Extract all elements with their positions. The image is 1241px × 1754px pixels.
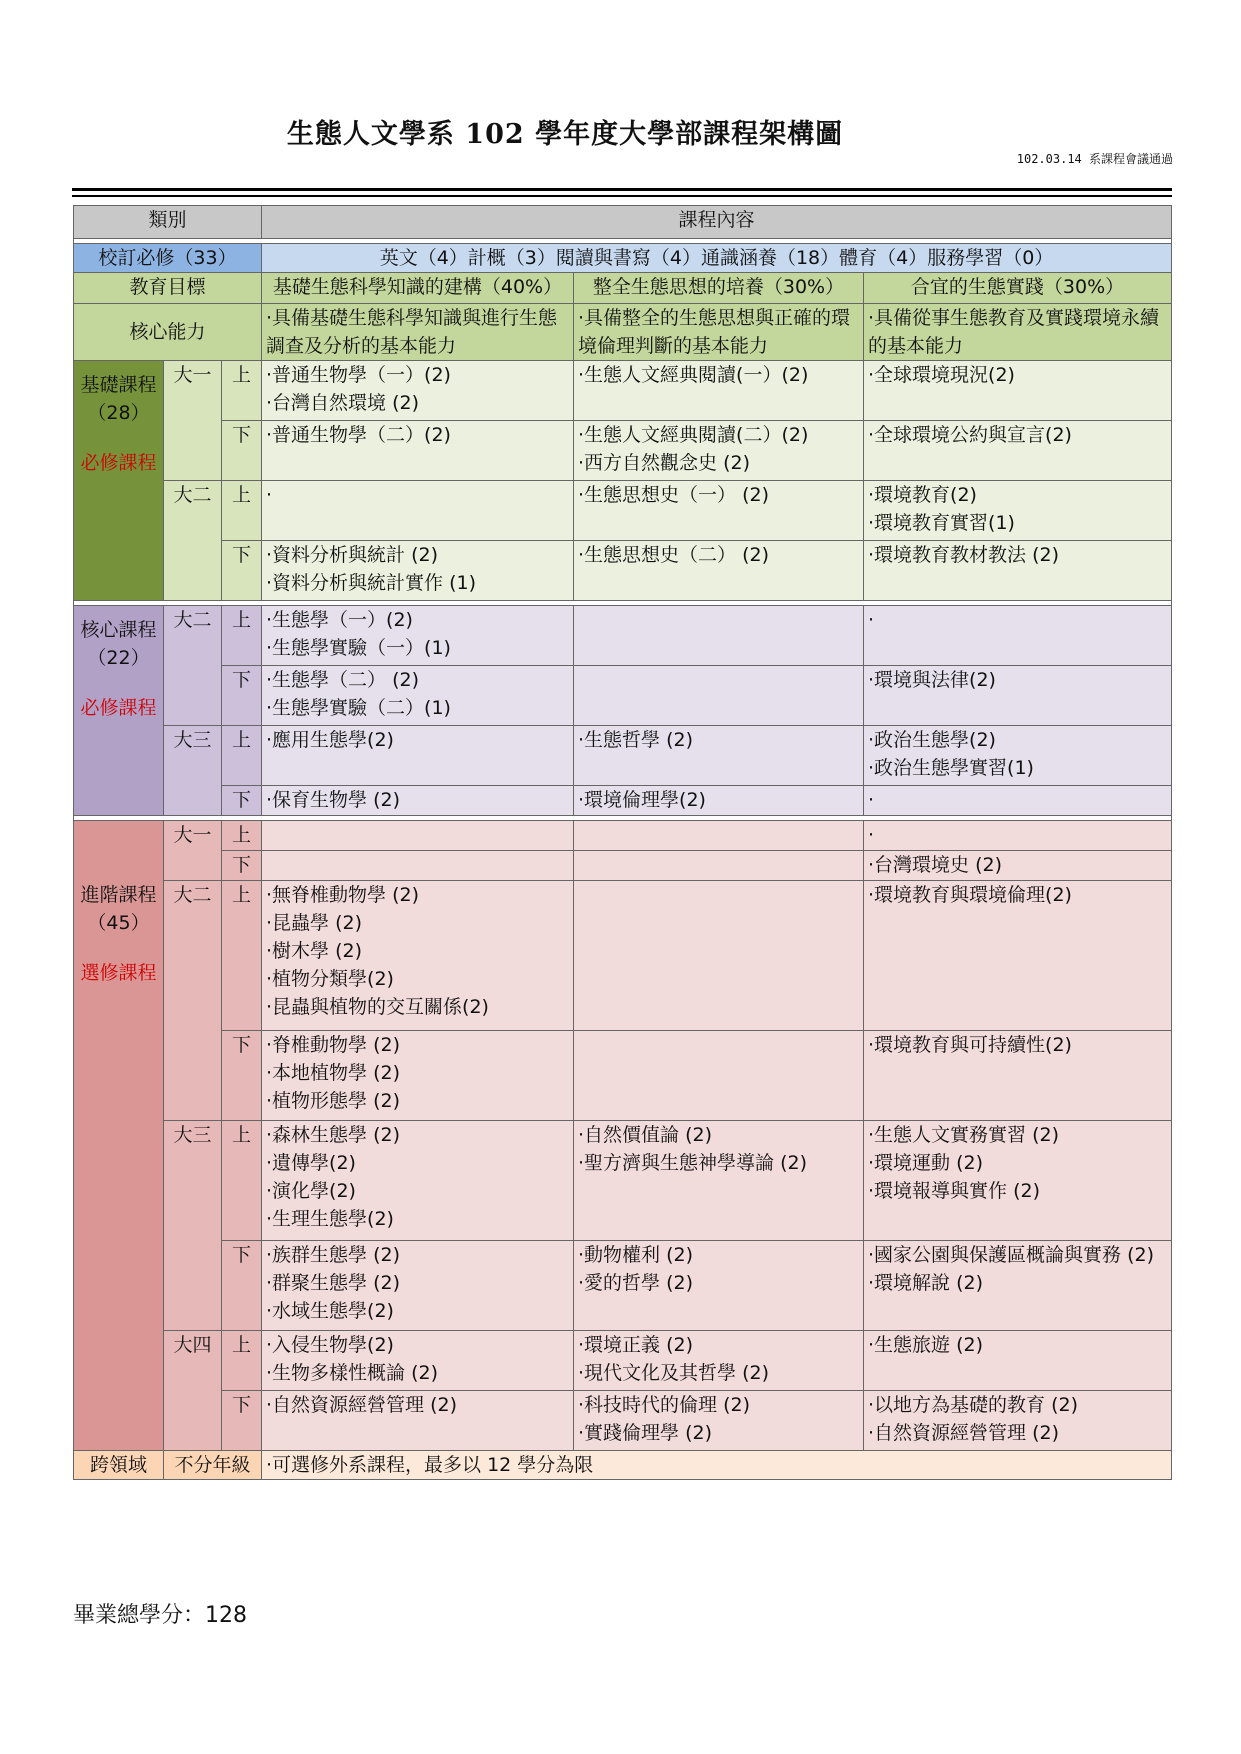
course-item: ‧自然資源經營管理 (2) [868,1422,1059,1444]
course-cell [262,421,574,481]
course-cell [262,1241,574,1331]
course-item: ‧環境報導與實作 (2) [868,1180,1040,1202]
course-cell [574,481,864,541]
course-item: ‧昆蟲與植物的交互關係(2) [266,996,489,1018]
core-type: 必修課程 [80,697,157,719]
basic-year-2: 大二 [164,481,222,601]
core-section-label [74,606,164,816]
course-item: ‧國家公園與保護區概論與實務 (2) [868,1244,1154,1266]
adv-row-5 [74,1121,1172,1241]
header-category: 類別 [74,206,262,239]
adv-row-4 [74,1031,1172,1121]
header-row [74,206,1172,239]
advanced-name: 進階課程（45） [80,884,157,934]
course-item: ‧生態學實驗（二）(1) [266,697,451,719]
school-required-text: 英文（4）計概（3）閱讀與書寫（4）通識涵養（18）體育（4）服務學習（0） [262,244,1172,273]
adv-row-8 [74,1391,1172,1451]
course-cell [262,541,574,601]
course-item: ‧環境教育教材教法 (2) [868,544,1059,566]
course-item: ‧台灣自然環境 (2) [266,392,419,414]
course-item: ‧本地植物學 (2) [266,1062,400,1084]
course-cell [574,881,864,1031]
course-cell [262,851,574,881]
course-item: ‧環境倫理學(2) [578,789,706,811]
course-item: ‧環境教育(2) [868,484,977,506]
course-item: ‧西方自然觀念史 (2) [578,452,750,474]
cross-label: 跨領域 [74,1451,164,1480]
term-up: 上 [222,1331,262,1391]
course-item: ‧植物形態學 (2) [266,1090,400,1112]
course-item: ‧群聚生態學 (2) [266,1272,400,1294]
course-cell [574,1121,864,1241]
course-cell [262,1331,574,1391]
course-cell [864,361,1172,421]
course-item: ‧聖方濟與生態神學導論 (2) [578,1152,807,1174]
course-item: ‧環境與法律(2) [868,669,996,691]
school-required-row [74,244,1172,273]
course-item: ‧資料分析與統計實作 (1) [266,572,476,594]
course-cell [864,541,1172,601]
basic-name: 基礎課程（28） [80,374,157,424]
course-cell [262,1031,574,1121]
course-item: ‧無脊椎動物學 (2) [266,884,419,906]
term-down: 下 [222,666,262,726]
course-item: ‧資料分析與統計 (2) [266,544,438,566]
advanced-section-label [74,821,164,1451]
term-down: 下 [222,786,262,816]
course-item: ‧生態人文經典閱讀(二）(2) [578,424,809,446]
course-item: ‧環境運動 (2) [868,1152,983,1174]
term-down: 下 [222,1031,262,1121]
course-item: ‧動物權利 (2) [578,1244,693,1266]
course-item: ‧ [868,824,875,846]
term-down: 下 [222,541,262,601]
basic-row-3 [74,481,1172,541]
course-cell [574,726,864,786]
core-row-3 [74,726,1172,786]
course-item: ‧全球環境公約與宣言(2) [868,424,1072,446]
course-item: ‧普通生物學（二）(2) [266,424,451,446]
course-cell [864,786,1172,816]
school-required-label: 校訂必修（33） [74,244,262,273]
core-row-4 [74,786,1172,816]
course-item: ‧實踐倫理學 (2) [578,1422,712,1444]
course-item: ‧生態學（二） (2) [266,669,419,691]
course-item: ‧政治生態學實習(1) [868,757,1034,779]
goals-row [74,273,1172,304]
competence-2: ‧具備整全的生態思想與正確的環境倫理判斷的基本能力 [574,304,864,361]
basic-row-1 [74,361,1172,421]
course-cell [574,1031,864,1121]
course-cell [574,421,864,481]
course-item: ‧環境教育實習(1) [868,512,1015,534]
course-cell [864,421,1172,481]
course-item: ‧水域生態學(2) [266,1300,394,1322]
course-item: ‧森林生態學 (2) [266,1124,400,1146]
course-cell [262,1391,574,1451]
term-down: 下 [222,1391,262,1451]
course-item: ‧生態人文經典閱讀(一）(2) [578,364,809,386]
course-item: ‧自然價值論 (2) [578,1124,712,1146]
course-cell [262,606,574,666]
course-item: ‧科技時代的倫理 (2) [578,1394,750,1416]
term-up: 上 [222,361,262,421]
course-item: ‧普通生物學（一）(2) [266,364,451,386]
course-cell [864,606,1172,666]
course-item: ‧生態思想史（一） (2) [578,484,769,506]
course-item: ‧愛的哲學 (2) [578,1272,693,1294]
course-item: ‧自然資源經營管理 (2) [266,1394,457,1416]
course-item: ‧保育生物學 (2) [266,789,400,811]
course-cell [864,1391,1172,1451]
adv-year-4: 大四 [164,1331,222,1451]
basic-type: 必修課程 [80,452,157,474]
course-cell [574,851,864,881]
course-item: ‧ [266,484,273,506]
course-cell [864,1331,1172,1391]
adv-row-6 [74,1241,1172,1331]
course-cell [864,1121,1172,1241]
course-item: ‧環境教育與可持續性(2) [868,1034,1072,1056]
goal-3: 合宜的生態實踐（30%） [864,273,1172,304]
adv-year-2: 大二 [164,881,222,1121]
term-up: 上 [222,606,262,666]
course-cell [574,541,864,601]
course-item: ‧生態思想史（二） (2) [578,544,769,566]
course-item: ‧生態人文實務實習 (2) [868,1124,1059,1146]
term-up: 上 [222,821,262,851]
cross-text: ‧可選修外系課程，最多以 12 學分為限 [262,1451,1172,1480]
course-item: ‧環境解說 (2) [868,1272,983,1294]
course-cell [262,881,574,1031]
course-item: ‧生物多樣性概論 (2) [266,1362,438,1384]
graduation-credits: 畢業總學分：128 [73,1603,247,1628]
course-cell [864,1031,1172,1121]
curriculum-table [73,205,1172,1480]
adv-row-3 [74,881,1172,1031]
adv-row-1 [74,821,1172,851]
core-year-3: 大三 [164,726,222,816]
course-cell [864,666,1172,726]
term-up: 上 [222,881,262,1031]
course-cell [262,481,574,541]
competence-row [74,304,1172,361]
goals-label: 教育目標 [74,273,262,304]
course-item: ‧環境正義 (2) [578,1334,693,1356]
course-cell [574,361,864,421]
course-item: ‧現代文化及其哲學 (2) [578,1362,769,1384]
course-cell [864,481,1172,541]
course-item: ‧台灣環境史 (2) [868,854,1002,876]
course-cell [864,881,1172,1031]
course-item: ‧環境教育與環境倫理(2) [868,884,1072,906]
cross-domain-row [74,1451,1172,1480]
course-item: ‧樹木學 (2) [266,940,362,962]
core-name: 核心課程（22） [80,619,157,669]
course-cell [262,1121,574,1241]
course-item: ‧全球環境現況(2) [868,364,1015,386]
basic-row-2 [74,421,1172,481]
course-item: ‧演化學(2) [266,1180,356,1202]
course-cell [262,361,574,421]
course-cell [574,786,864,816]
course-item: ‧生態旅遊 (2) [868,1334,983,1356]
course-item: ‧脊椎動物學 (2) [266,1034,400,1056]
cross-grade: 不分年級 [164,1451,262,1480]
competence-3: ‧具備從事生態教育及實踐環境永續的基本能力 [864,304,1172,361]
course-item: ‧應用生態學(2) [266,729,394,751]
course-cell [574,606,864,666]
course-cell [574,821,864,851]
course-item: ‧昆蟲學 (2) [266,912,362,934]
course-cell [574,666,864,726]
term-up: 上 [222,1121,262,1241]
basic-year-1: 大一 [164,361,222,481]
course-cell [262,821,574,851]
course-cell [864,821,1172,851]
term-down: 下 [222,421,262,481]
term-up: 上 [222,726,262,786]
course-item: ‧生態學實驗（一）(1) [266,637,451,659]
competence-label: 核心能力 [74,304,262,361]
course-item: ‧ [868,789,875,811]
course-cell [262,786,574,816]
course-cell [574,1241,864,1331]
course-item: ‧生理生態學(2) [266,1208,394,1230]
course-cell [262,726,574,786]
term-down: 下 [222,851,262,881]
core-year-2: 大二 [164,606,222,726]
adv-row-7 [74,1331,1172,1391]
competence-1: ‧具備基礎生態科學知識與進行生態調查及分析的基本能力 [262,304,574,361]
approval-note: 102.03.14 系課程會議通過 [1016,152,1173,166]
course-item: ‧族群生態學 (2) [266,1244,400,1266]
page-title: 生態人文學系 102 學年度大學部課程架構圖 [286,119,844,150]
course-item: ‧入侵生物學(2) [266,1334,394,1356]
course-item: ‧遺傳學(2) [266,1152,356,1174]
course-cell [574,1331,864,1391]
term-up: 上 [222,481,262,541]
course-item: ‧以地方為基礎的教育 (2) [868,1394,1078,1416]
adv-year-1: 大一 [164,821,222,881]
core-row-1 [74,606,1172,666]
goal-1: 基礎生態科學知識的建構（40%） [262,273,574,304]
top-rule [72,188,1172,191]
advanced-type: 選修課程 [80,962,157,984]
term-down: 下 [222,1241,262,1331]
course-cell [864,851,1172,881]
course-item: ‧生態學（一）(2) [266,609,413,631]
adv-year-3: 大三 [164,1121,222,1331]
course-item: ‧政治生態學(2) [868,729,996,751]
adv-row-2 [74,851,1172,881]
course-cell [864,1241,1172,1331]
course-cell [864,726,1172,786]
top-rule-thin [72,195,1172,197]
course-item: ‧生態哲學 (2) [578,729,693,751]
basic-section-label [74,361,164,601]
course-item: ‧植物分類學(2) [266,968,394,990]
header-content: 課程內容 [262,206,1172,239]
core-row-2 [74,666,1172,726]
goal-2: 整全生態思想的培養（30%） [574,273,864,304]
course-cell [574,1391,864,1451]
basic-row-4 [74,541,1172,601]
course-item: ‧ [868,609,875,631]
course-cell [262,666,574,726]
